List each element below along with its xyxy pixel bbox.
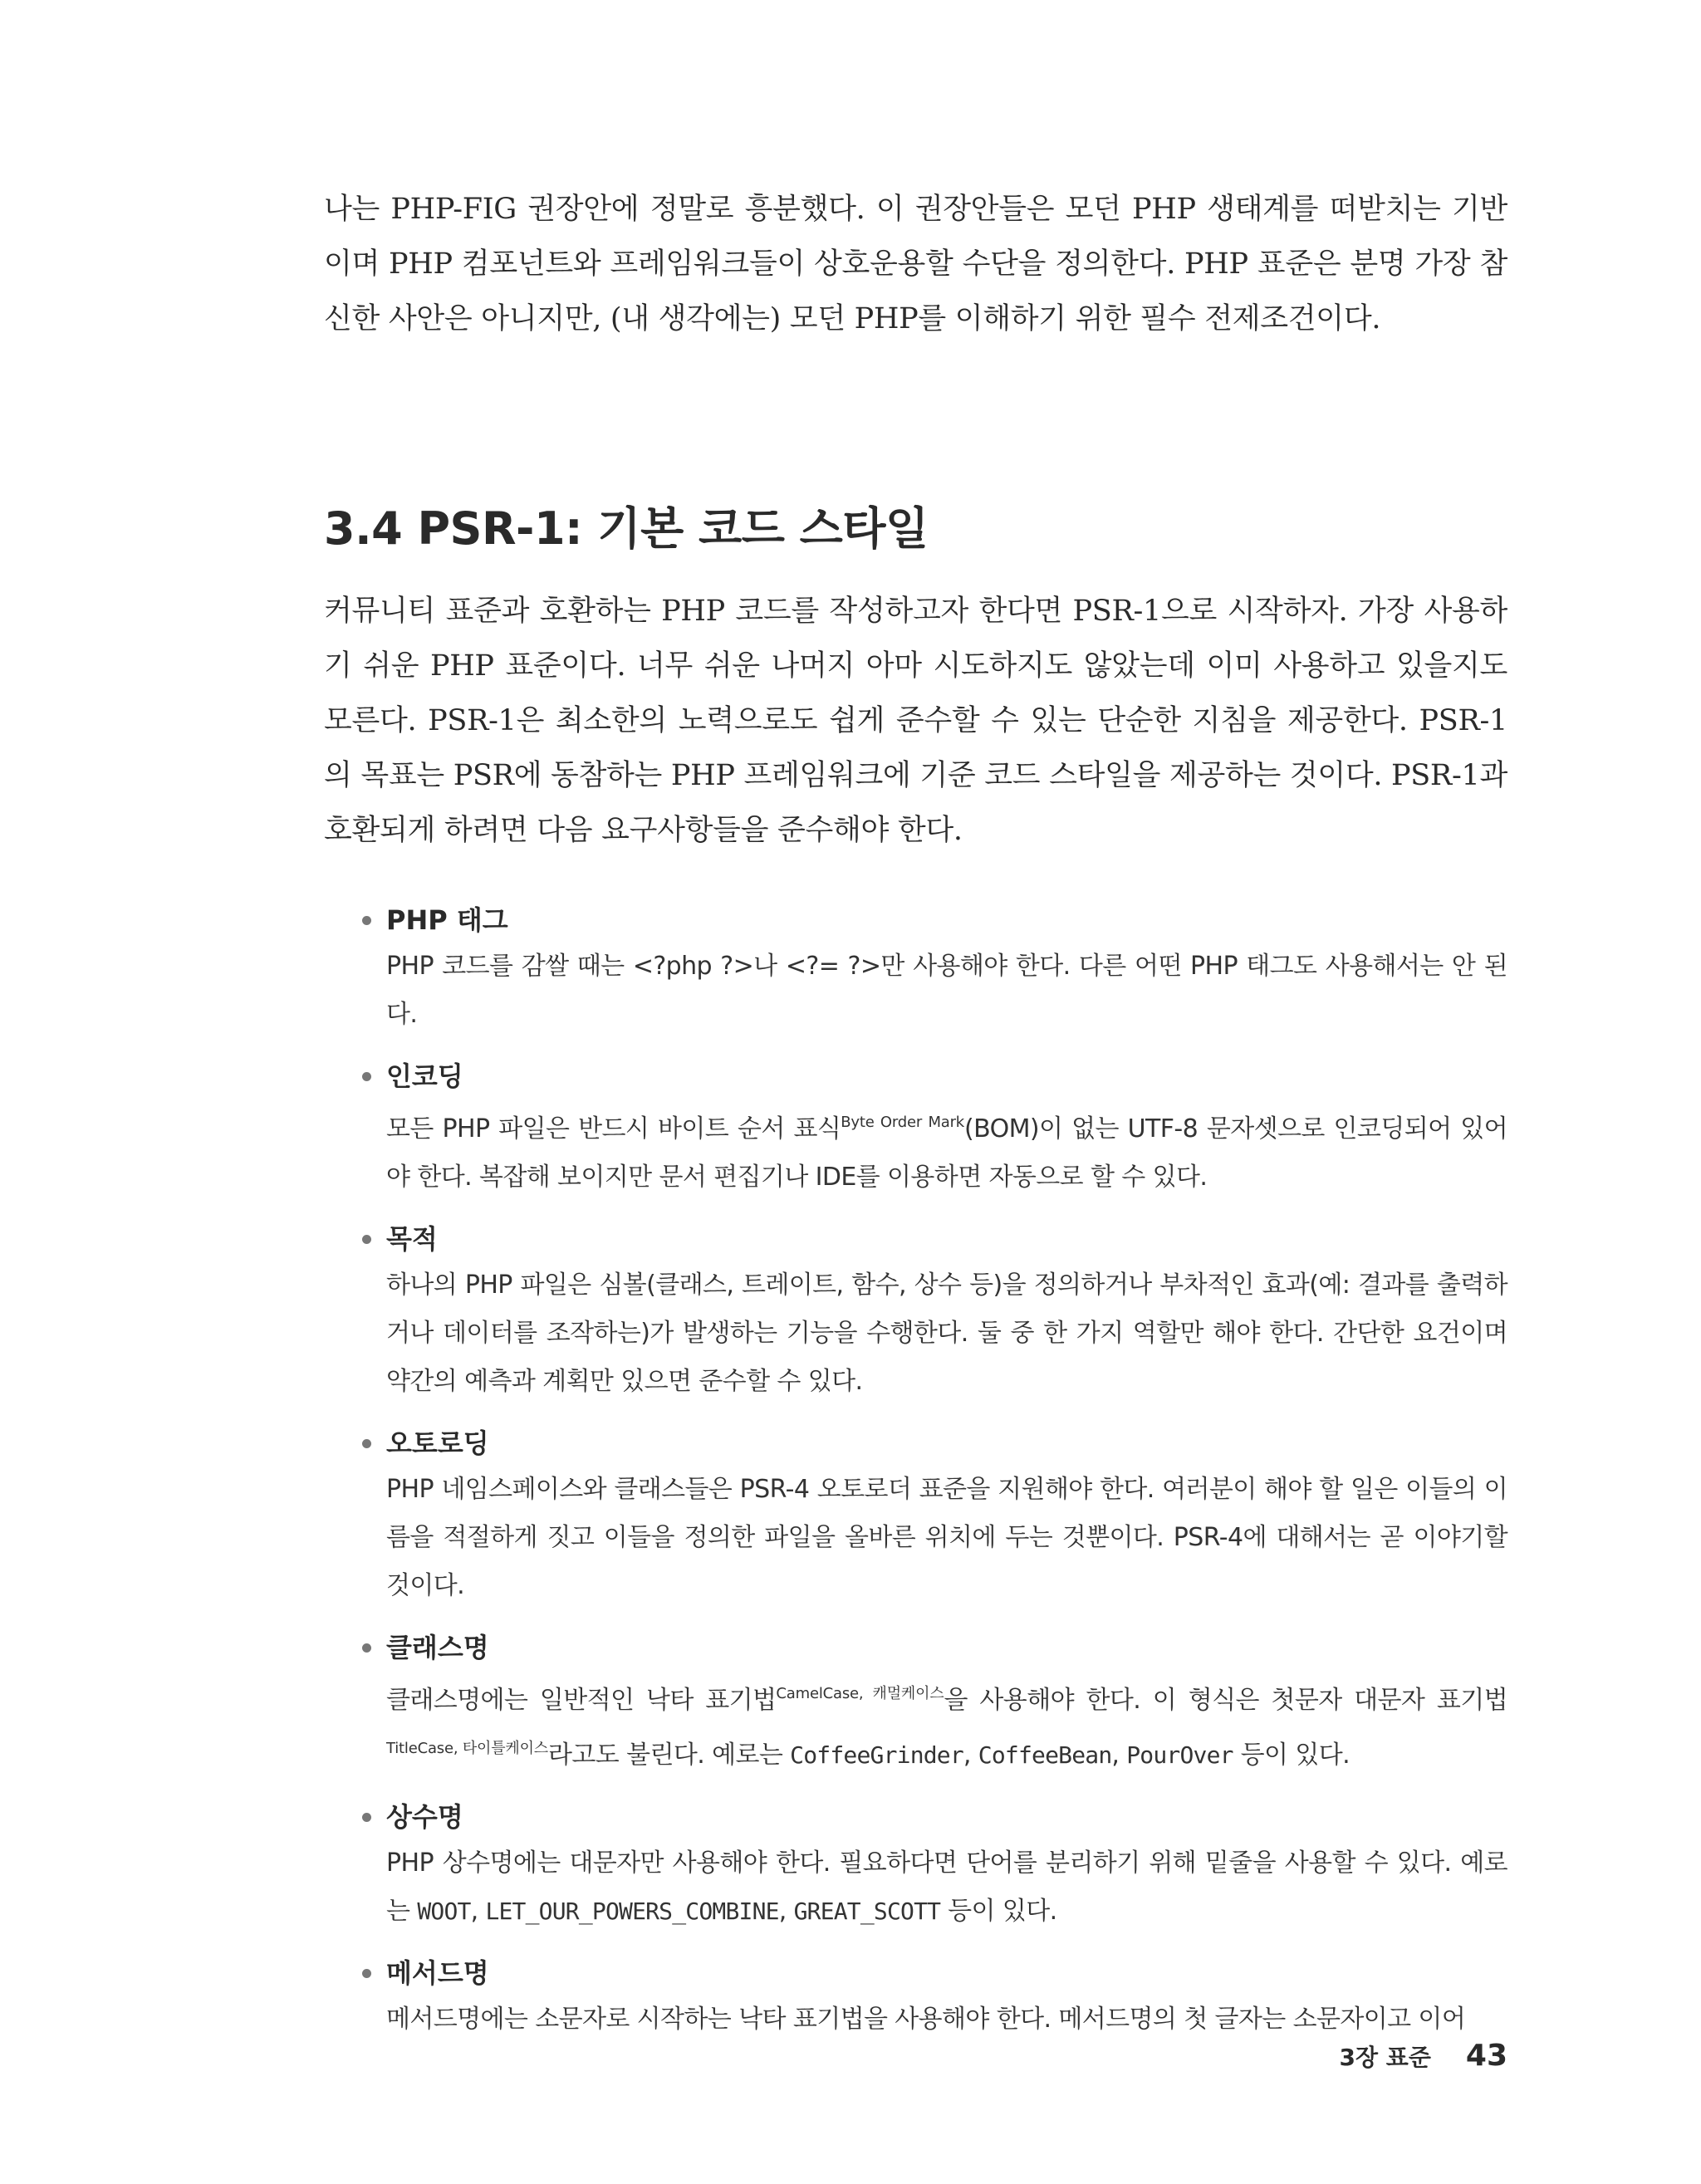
page-footer: [1340, 2039, 1507, 2073]
section-number: 3.4: [324, 502, 403, 555]
section-heading: [324, 496, 1507, 562]
body-text: 모든 PHP 파일은 반드시 바이트 순서 표식: [386, 1114, 841, 1143]
page-content: [324, 170, 1507, 2059]
intro-paragraph: 나는 PHP-FIG 권장안에 정말로 흥분했다. 이 권장안들은 모던 PHP 생태계를 떠받치는 기반이며 PHP 컴포넌트와 프레임워크들이 상호운용할 수단을 정의한다. PHP 표준은 분명 가장 참신한 사안은 아니지만, (내 생각에는) 모던 PHP를 이해하기 위한 필수 전제조건이다.: [324, 193, 1507, 335]
code-example: GREAT_SCOTT: [793, 1898, 941, 1925]
separator: ,: [470, 1897, 486, 1926]
section-paragraph: 커뮤니티 표준과 호환하는 PHP 코드를 작성하고자 한다면 PSR-1으로 시작하자. 가장 사용하기 쉬운 PHP 표준이다. 너무 쉬운 나머지 아마 시도하지도 않았는데 이미 사용하고 있을지도 모른다. PSR-1은 최소한의 노력으로도 쉽게 준수할 수 있는 단순한 지침을 제공한다. PSR-1의 목표는 PSR에 동참하는 PHP 프레임워크에 기준 코드 스타일을 제공하는 것이다. PSR-1과 호환되게 하려면 다음 요구사항들을 준수해야 한다.: [324, 595, 1507, 847]
bullet-body: 하나의 PHP 파일은 심볼(클래스, 트레이트, 함수, 상수 등)을 정의하거나 부차적인 효과(예: 결과를 출력하거나 데이터를 조작하는)가 발생하는 기능을 수행한다. 둘 중 한 가지 역할만 해야 한다. 간단한 요건이며 약간의 예측과 계획만 있으면 준수할 수 있다.: [386, 1271, 1507, 1396]
body-text: 을 사용해야 한다. 이 형식은 첫문자 대문자 표기법: [944, 1686, 1507, 1715]
body-text: 등이 있다.: [1233, 1741, 1351, 1770]
body-text: PHP 상수명에는 대문자만 사용해야 한다. 필요하다면 단어를 분리하기 위해 밑줄을 사용할 수 있다. 예로는: [386, 1849, 1507, 1926]
term-note: Byte Order Mark: [841, 1114, 965, 1131]
bullet-icon: [362, 1643, 371, 1653]
bullet-title: 목적: [386, 1223, 438, 1255]
bullet-body: [386, 1839, 1507, 1936]
body-text: (BOM)이 없는 UTF-8 문자셋으로 인코딩되어 있어야 한다. 복잡해 보이지만 문서 편집기나 IDE를 이용하면 자동으로 할 수 있다.: [386, 1114, 1507, 1192]
page-number: 43: [1465, 2039, 1507, 2073]
list-item-encoding: [324, 1054, 1507, 1202]
term-note: TitleCase, 타이틀케이스: [386, 1740, 548, 1757]
bullet-body: PHP 네임스페이스와 클래스들은 PSR-4 오토로더 표준을 지원해야 한다. 여러분이 해야 할 일은 이들의 이름을 적절하게 짓고 이들을 정의한 파일을 올바른 위치에 두는 것뿐이다. PSR-4에 대해서는 곧 이야기할 것이다.: [386, 1475, 1507, 1600]
bullet-icon: [362, 1969, 371, 1978]
bullet-title: 메서드명: [386, 1957, 489, 1989]
bullet-body: [386, 1099, 1507, 1202]
bullet-title: 클래스명: [386, 1632, 489, 1663]
separator: ,: [963, 1741, 978, 1770]
body-text: 등이 있다.: [940, 1897, 1057, 1926]
bullet-icon: [362, 916, 371, 925]
section-title: PSR-1: 기본 코드 스타일: [417, 502, 929, 555]
bullet-icon: [362, 1072, 371, 1081]
bullet-icon: [362, 1439, 371, 1448]
requirements-list: [324, 898, 1507, 2044]
term-note: CamelCase, 캐멀케이스: [776, 1685, 944, 1702]
code-example: LET_OUR_POWERS_COMBINE: [485, 1898, 779, 1925]
chapter-label: 3장 표준: [1339, 2044, 1431, 2071]
separator: ,: [778, 1897, 794, 1926]
list-item-autoloading: [324, 1421, 1507, 1610]
bullet-title: 오토로딩: [386, 1427, 489, 1459]
bullet-body: PHP 코드를 감쌀 때는 <?php ?>나 <?= ?>만 사용해야 한다. 다른 어떤 PHP 태그도 사용해서는 안 된다.: [386, 952, 1507, 1029]
code-example: WOOT: [417, 1898, 471, 1925]
code-example: PourOver: [1126, 1741, 1233, 1769]
list-item-class-name: [324, 1625, 1507, 1780]
separator: ,: [1111, 1741, 1127, 1770]
code-example: CoffeeGrinder: [790, 1741, 963, 1769]
code-example: CoffeeBean: [978, 1741, 1112, 1769]
body-text: 라고도 불린다. 예로는: [548, 1741, 791, 1770]
bullet-icon: [362, 1813, 371, 1822]
bullet-title: PHP 태그: [386, 904, 508, 936]
list-item-purpose: [324, 1217, 1507, 1406]
list-item-php-tag: [324, 898, 1507, 1039]
bullet-title: 상수명: [386, 1801, 463, 1833]
bullet-body: [386, 1670, 1507, 1780]
body-text: 클래스명에는 일반적인 낙타 표기법: [386, 1686, 777, 1715]
bullet-body: 메서드명에는 소문자로 시작하는 낙타 표기법을 사용해야 한다. 메서드명의 첫 글자는 소문자이고 이어: [386, 2005, 1466, 2034]
list-item-method-name: [324, 1951, 1507, 2044]
list-item-constant-name: [324, 1795, 1507, 1936]
bullet-title: 인코딩: [386, 1060, 463, 1092]
bullet-icon: [362, 1235, 371, 1244]
